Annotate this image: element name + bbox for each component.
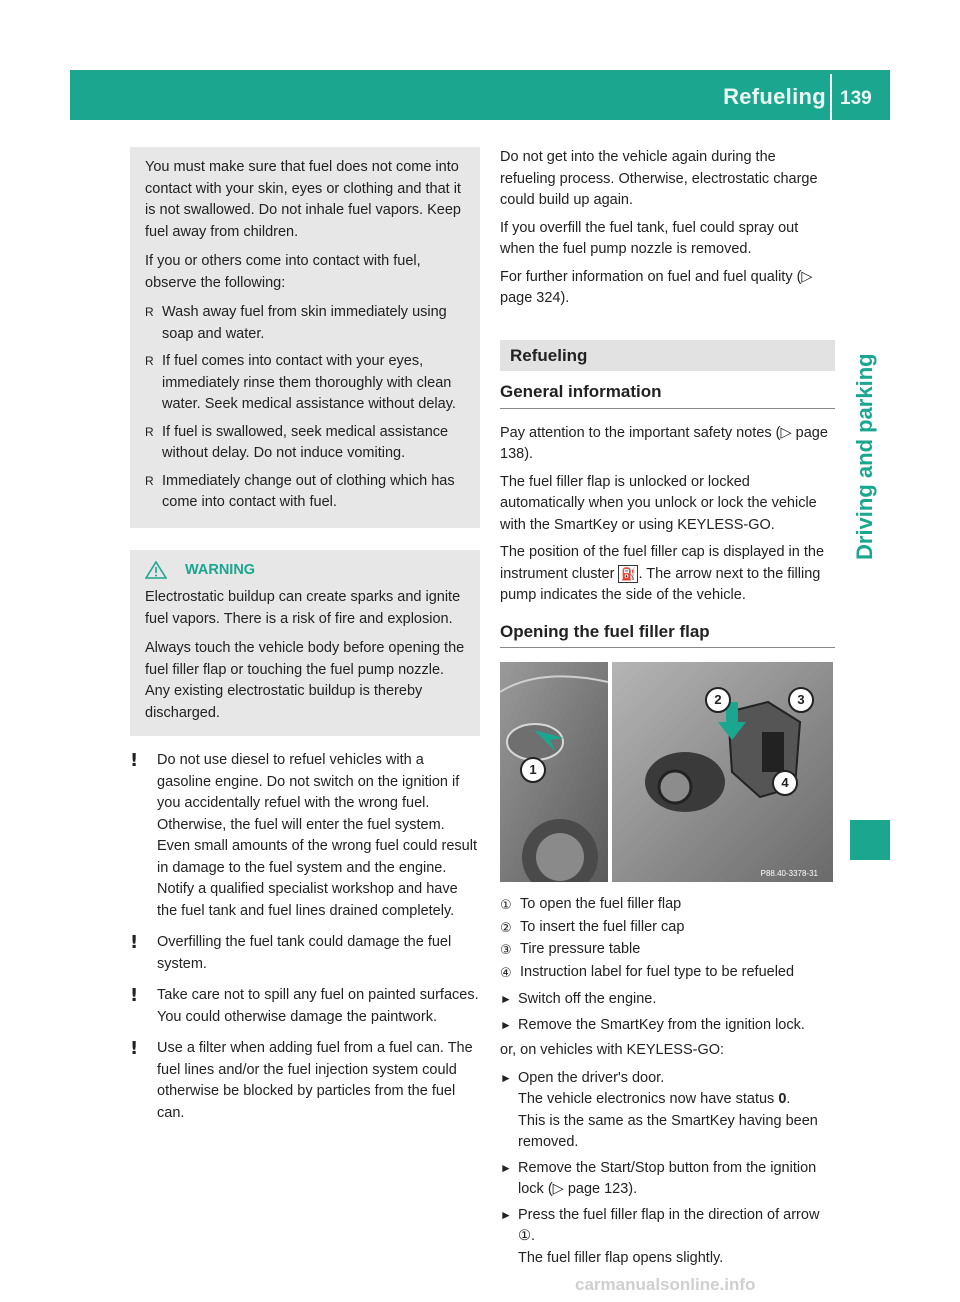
figure-legend	[500, 894, 835, 983]
side-tab-label: Driving and parking	[852, 353, 877, 560]
step: ► Switch off the engine.	[500, 989, 835, 1011]
body-paragraph: The fuel filler flap is unlocked or locked automatically when you unlock or lock the vehicle with the SmartKey or using KEYLESS-GO.	[500, 473, 817, 533]
warning-paragraph: Always touch the vehicle body before opening the fuel filler flap or touching the fuel pump nozzle. Any existing electrostatic buildup is thereby discharged.	[145, 640, 465, 721]
legend-item: ① To open the fuel filler flap	[500, 896, 682, 912]
legend-item: ③ Tire pressure table	[500, 941, 641, 957]
right-column	[500, 147, 835, 1269]
warning-heading	[145, 560, 470, 582]
step-arrow-icon: ►	[500, 992, 512, 1006]
list-item: R If fuel is swallowed, seek medical assistance without delay. Do not induce vomiting.	[145, 422, 470, 465]
notice-icon: !	[130, 985, 139, 1006]
notice-icon: !	[130, 932, 139, 953]
notice-icon: !	[130, 750, 139, 771]
body-paragraph: If you overfill the fuel tank, fuel could spray out when the fuel pump nozzle is removed.	[500, 219, 799, 257]
list-item: R Immediately change out of clothing which has come into contact with fuel.	[145, 471, 470, 514]
step-arrow-icon: ►	[500, 1017, 512, 1032]
warning-title: WARNING	[185, 561, 256, 578]
callout-4: 4	[772, 770, 798, 796]
fuel-flap-illustration	[500, 662, 833, 882]
notice: ! Use a filter when adding fuel from a fuel can. The fuel lines and/or the fuel injection system could otherwise be blocked by particles from the fuel can.	[130, 1038, 480, 1124]
step-arrow-icon: ►	[500, 1070, 512, 1085]
step: ► Press the fuel filler flap in the direction of arrow ①. The fuel filler flap opens slightly.	[500, 1205, 835, 1270]
notice: ! Do not use diesel to refuel vehicles with a gasoline engine. Do not switch on the ignition if you accidentally refuel with the wrong fuel. Otherwise, the fuel will enter the fuel system. Even small amounts of the wrong fuel could result in damage to the fuel system and the engine. Notify a qualified specialist workshop and have the fuel tank and fuel lines drained completely.	[130, 750, 480, 922]
figure-code: P88.40-3378-31	[760, 869, 818, 878]
step-arrow-icon: ►	[500, 1160, 512, 1175]
legend-item: ② To insert the fuel filler cap	[500, 918, 685, 935]
watermark: carmanualsonline.info	[575, 1275, 756, 1294]
callout-3: 3	[788, 687, 814, 713]
step: ► Remove the Start/Stop button from the ignition lock (▷ page 123).	[500, 1158, 835, 1201]
section-heading: Refueling	[500, 340, 835, 372]
notice-icon: !	[130, 1038, 139, 1059]
body-paragraph: For further information on fuel and fuel quality (▷ page 324).	[500, 268, 813, 306]
notice: ! Overfilling the fuel tank could damage the fuel system.	[130, 932, 480, 975]
callout-1: 1	[520, 757, 546, 783]
body-paragraph: Do not get into the vehicle again during the refueling process. Otherwise, electrostatic charge could build up again.	[500, 149, 818, 208]
body-paragraph: Pay attention to the important safety notes (▷ page 138).	[500, 424, 828, 462]
bullet-icon: R	[145, 473, 154, 488]
left-column	[130, 147, 480, 1124]
fuel-safety-box	[130, 147, 480, 528]
callout-2: 2	[705, 687, 731, 713]
list-item: R If fuel comes into contact with your eyes, immediately rinse them thoroughly with clean water. Seek medical assistance without delay.	[145, 351, 470, 416]
fuel-pump-icon: ⛽	[618, 565, 638, 583]
warning-box	[130, 550, 480, 737]
header-divider	[830, 74, 832, 120]
step: ► Open the driver's door. The vehicle electronics now have status 0. This is the same as the SmartKey having been removed.	[500, 1068, 835, 1154]
bullet-icon: R	[145, 354, 154, 368]
list-item: R Wash away fuel from skin immediately using soap and water.	[145, 302, 470, 345]
subsection-heading: General information	[500, 381, 835, 409]
body-paragraph: or, on vehicles with KEYLESS-GO:	[500, 1042, 725, 1058]
safety-paragraph: If you or others come into contact with fuel, observe the following:	[145, 253, 421, 291]
step-arrow-icon: ►	[500, 1207, 512, 1222]
warning-triangle-icon	[145, 561, 167, 579]
warning-paragraph: Electrostatic buildup can create sparks and ignite fuel vapors. There is a risk of fire and explosion.	[145, 589, 461, 627]
bullet-icon: R	[145, 424, 154, 439]
safety-paragraph: You must make sure that fuel does not come into contact with your skin, eyes or clothing and that it is not swallowed. Do not inhale fuel vapors. Keep fuel away from children.	[145, 159, 461, 240]
step: ► Remove the SmartKey from the ignition lock.	[500, 1015, 835, 1037]
notice: ! Take care not to spill any fuel on painted surfaces. You could otherwise damage the paintwork.	[130, 985, 480, 1028]
running-title: Refueling	[723, 84, 826, 109]
bullet-icon: R	[145, 305, 154, 319]
subsection-heading: Opening the fuel filler flap	[500, 621, 835, 649]
body-paragraph: The position of the fuel filler cap is displayed in the instrument cluster ⛽ . The arrow next to the filling pump indicates the side of the vehicle.	[500, 544, 825, 603]
legend-item: ④ Instruction label for fuel type to be refueled	[500, 963, 795, 980]
side-tab-marker	[850, 820, 890, 860]
page-number: 139	[840, 88, 872, 109]
